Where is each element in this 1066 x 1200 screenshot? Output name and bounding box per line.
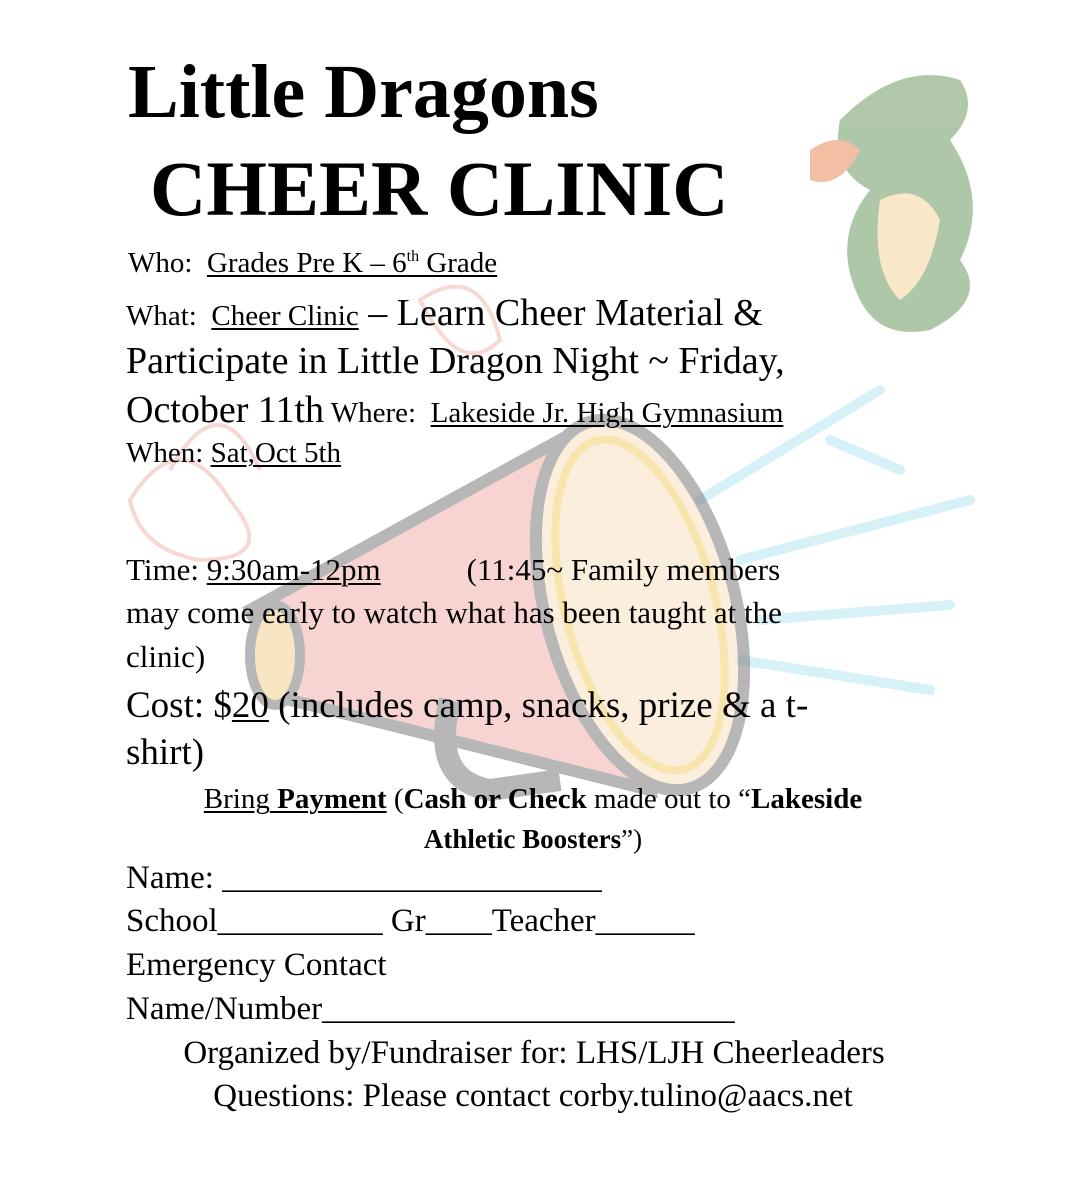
cost-description-2: shirt)	[126, 732, 205, 773]
time-line	[126, 554, 780, 585]
what-description-2: Participate in Little Dragon Night ~ Friday,	[126, 340, 785, 382]
what-value: Cheer Clinic	[211, 300, 359, 332]
who-label: Who:	[128, 247, 193, 280]
school-grade-teacher-field[interactable]: School__________ Gr____Teacher______	[126, 903, 695, 939]
what-line	[126, 294, 763, 332]
title-line1: Little Dragons	[128, 50, 599, 134]
where-line	[126, 391, 783, 429]
questions-contact: Questions: Please contact corby.tulino@aacs.net	[213, 1078, 853, 1114]
where-value: Lakeside Jr. High Gymnasium	[430, 397, 784, 429]
who-value: Grades Pre K – 6th Grade	[206, 247, 498, 280]
when-line	[126, 439, 341, 468]
time-note: (11:45~ Family members	[466, 552, 781, 587]
cost-label: Cost: $	[126, 685, 232, 726]
when-value: Sat,Oct 5th	[210, 437, 342, 469]
name-field[interactable]: Name: _______________________	[126, 860, 602, 896]
payee-2: Athletic Boosters	[423, 824, 622, 854]
payment-line: Bring Payment (Cash or Check made out to “Lakeside	[203, 783, 863, 815]
cost-description: (includes camp, snacks, prize & a t-	[268, 685, 809, 726]
cost-line	[126, 687, 808, 724]
time-label: Time:	[126, 552, 199, 587]
who-line	[128, 249, 497, 278]
payment-line-2: Athletic Boosters”)	[423, 824, 643, 854]
organized-by: Organized by/Fundraiser for: LHS/LJH Cheerleaders	[183, 1035, 885, 1071]
bring-text: Bring	[203, 783, 270, 815]
cost-value: 20	[231, 685, 269, 726]
where-label: Where:	[324, 397, 417, 429]
cash-or-check: Cash or Check	[403, 783, 587, 815]
time-note-2: may come early to watch what has been taught at the	[126, 595, 782, 630]
dragon-icon	[810, 75, 973, 332]
time-note-3: clinic)	[126, 639, 206, 674]
emergency-name-number-field[interactable]: Name/Number_________________________	[126, 991, 735, 1027]
what-description: – Learn Cheer Material &	[358, 292, 763, 334]
when-label: When:	[126, 437, 204, 469]
payment-text: Payment	[277, 783, 387, 815]
title-line2: CHEER CLINIC	[150, 145, 729, 232]
time-value: 9:30am-12pm	[206, 552, 381, 587]
what-label: What:	[126, 300, 197, 332]
payee-1: Lakeside	[751, 783, 863, 815]
what-date: October 11th	[126, 389, 325, 431]
emergency-contact-label: Emergency Contact	[126, 947, 387, 983]
